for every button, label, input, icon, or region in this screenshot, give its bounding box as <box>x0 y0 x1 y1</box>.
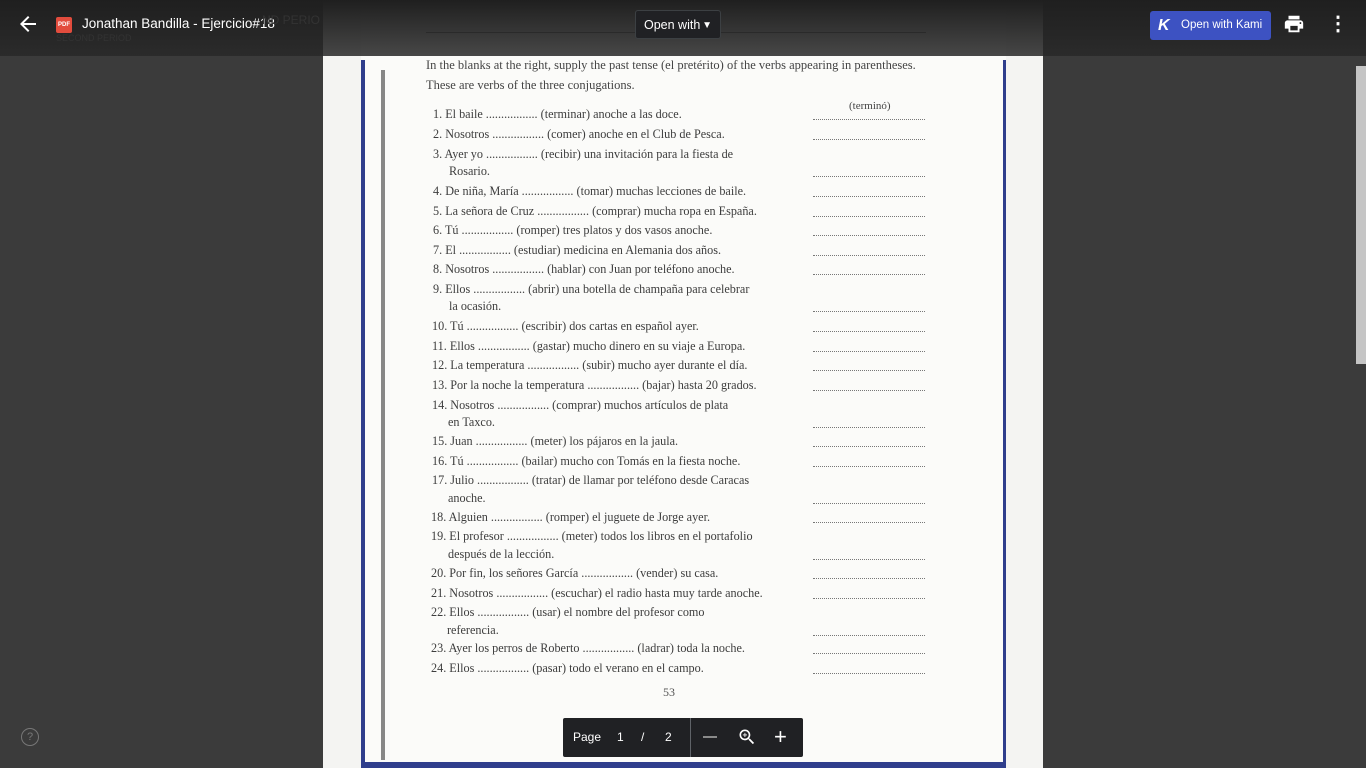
scan-margin-shadow <box>381 70 385 760</box>
exercise-line: 8. Nosotros ................. (hablar) con Juan por teléfono anoche. <box>433 262 735 276</box>
answer-blank <box>813 351 925 353</box>
current-page-input[interactable]: 1 <box>617 730 624 744</box>
scrollbar-thumb[interactable] <box>1356 66 1366 364</box>
top-bar <box>0 0 1366 56</box>
exercise-line: en Taxco. <box>448 415 495 429</box>
exercise-line: 24. Ellos ................. (pasar) todo el verano en el campo. <box>431 661 704 675</box>
background-subheading: SECOND PERIOD <box>56 33 132 43</box>
scan-edge <box>1003 60 1006 768</box>
zoom-icon[interactable] <box>737 727 757 747</box>
answer-blank <box>813 503 925 505</box>
zoom-in-button[interactable]: + <box>774 724 787 749</box>
answer-blank <box>813 311 925 313</box>
exercise-line: 7. El ................. (estudiar) medicina en Alemania dos años. <box>433 243 722 257</box>
exercise-line: 19. El profesor ................. (meter) todos los libros en el portafolio <box>431 529 753 543</box>
exercise-line: 21. Nosotros ................. (escuchar) el radio hasta muy tarde anoche. <box>431 586 763 600</box>
arrow-left-icon <box>16 12 40 36</box>
answer-blank <box>813 274 925 276</box>
magnifier-icon <box>737 727 757 747</box>
file-title: Jonathan Bandilla - Ejercicio#18 <box>82 16 275 31</box>
exercise-line: 10. Tú ................. (escribir) dos cartas en español ayer. <box>432 319 699 333</box>
exercise-line: la ocasión. <box>449 299 502 313</box>
exercise-line: 14. Nosotros ................. (comprar) muchos artículos de plata <box>432 398 729 412</box>
answer-blank <box>813 176 925 178</box>
total-pages: 2 <box>665 730 672 744</box>
exercise-line: 13. Por la noche la temperatura ................. (bajar) hasta 20 grados. <box>432 378 757 392</box>
more-vert-icon: ⋮ <box>1328 13 1348 35</box>
answer-blank <box>813 216 925 218</box>
instructions: In the blanks at the right, supply the past tense (el pretérito) of the verbs appearing in parentheses. These are verbs of the three conjugations. <box>426 58 916 92</box>
kami-logo-icon: K <box>1158 17 1170 34</box>
exercise-line: 9. Ellos ................. (abrir) una botella de champaña para celebrar <box>433 282 750 296</box>
answer-blank <box>813 635 925 637</box>
exercise-line: 4. De niña, María ................. (tomar) muchas lecciones de baile. <box>433 184 747 198</box>
exercise-line: 17. Julio ................. (tratar) de llamar por teléfono desde Caracas <box>432 473 750 487</box>
exercise-line: 15. Juan ................. (meter) los pájaros en la jaula. <box>432 434 679 448</box>
kami-label: Open with Kami <box>1181 19 1263 31</box>
answer-blank <box>813 598 925 600</box>
exercise-line: 3. Ayer yo ................. (recibir) una invitación para la fiesta de <box>433 147 734 161</box>
exercise-line: 6. Tú ................. (romper) tres platos y dos vasos anoche. <box>433 223 713 237</box>
exercise-line: anoche. <box>448 491 486 505</box>
answer-blank <box>813 522 925 524</box>
answer-blank <box>813 673 925 675</box>
print-button[interactable] <box>1283 13 1305 35</box>
sample-answer: (terminó) <box>849 100 891 112</box>
exercise-line: referencia. <box>447 623 499 637</box>
scan-edge <box>361 762 1006 768</box>
page-separator: / <box>641 730 645 744</box>
back-button[interactable] <box>16 12 40 36</box>
divider <box>690 718 691 757</box>
open-with-button[interactable] <box>635 10 721 39</box>
exercise-line: 16. Tú ................. (bailar) mucho con Tomás en la fiesta noche. <box>432 454 741 468</box>
answer-blank <box>813 559 925 561</box>
chevron-down-icon: ▼ <box>702 20 712 31</box>
open-with-kami-button[interactable] <box>1150 11 1271 40</box>
exercise-line: 2. Nosotros ................. (comer) anoche en el Club de Pesca. <box>433 127 725 141</box>
answer-blank <box>813 653 925 655</box>
answer-blank <box>813 331 925 333</box>
pdf-file-icon: PDF <box>56 17 72 33</box>
answer-blank <box>813 427 925 429</box>
open-with-label: Open with <box>644 18 701 32</box>
exercise-line: 18. Alguien ................. (romper) el juguete de Jorge ayer. <box>431 510 711 524</box>
exercise-line: Rosario. <box>449 164 490 178</box>
answer-blank <box>813 578 925 580</box>
answer-blank <box>813 139 925 141</box>
exercise-line: 23. Ayer los perros de Roberto ................. (ladrar) toda la noche. <box>431 641 745 655</box>
page-label: Page <box>573 730 602 744</box>
exercise-line: 1. El baile ................. (terminar) anoche a las doce. <box>433 107 682 121</box>
scan-edge <box>361 60 365 768</box>
answer-blank <box>813 255 925 257</box>
answer-blank <box>813 196 925 198</box>
help-button[interactable] <box>21 728 39 746</box>
exercise-line: después de la lección. <box>448 547 555 561</box>
answer-blank <box>813 370 925 372</box>
answer-blank <box>813 390 925 392</box>
page-number: 53 <box>663 685 675 699</box>
exercise-line: 20. Por fin, los señores García ................. (vender) su casa. <box>431 566 719 580</box>
answer-blank <box>813 235 925 237</box>
zoom-out-button[interactable] <box>703 736 717 738</box>
page-controls <box>563 718 803 757</box>
answer-blank <box>813 466 925 468</box>
help-icon: ? <box>26 731 34 743</box>
exercise-line: 11. Ellos ................. (gastar) mucho dinero en su viaje a Europa. <box>432 339 746 353</box>
pdf-page <box>323 0 1043 768</box>
answer-blank <box>813 119 925 121</box>
exercise-line: 22. Ellos ................. (usar) el nombre del profesor como <box>431 605 705 619</box>
exercise-line: 5. La señora de Cruz ................. (comprar) mucha ropa en España. <box>433 204 757 218</box>
background-heading: ND PERIO <box>262 13 321 27</box>
print-icon <box>1283 13 1305 35</box>
answer-blank <box>813 446 925 448</box>
more-options-button[interactable] <box>1328 12 1348 36</box>
exercise-line: 12. La temperatura ................. (subir) mucho ayer durante el día. <box>432 358 748 372</box>
